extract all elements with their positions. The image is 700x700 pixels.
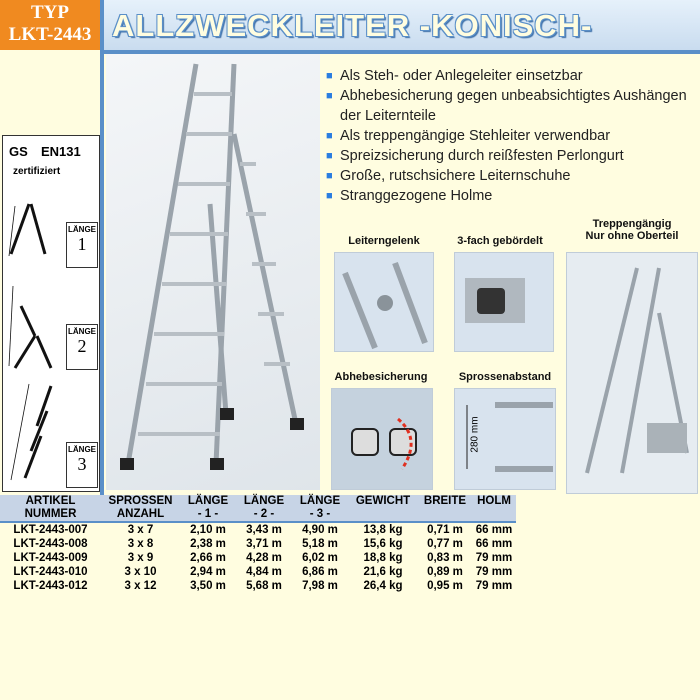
bullet-icon: ■ (326, 150, 333, 162)
spec-table (0, 495, 520, 593)
feature-list (326, 66, 696, 206)
stair-ladder-photo (566, 252, 698, 494)
ladder-length-diagram (7, 196, 65, 486)
table-row: LKT-2443-009 3 x 9 2,66 m 4,28 m 6,02 m 18,8 kg 0,83 m 79 mm (13, 552, 513, 564)
type-label: TYP (31, 2, 69, 23)
caption-flanged: 3-fach gebördelt (457, 235, 543, 247)
col-header-length-3: LÄNGE - 3 - (299, 495, 341, 520)
col-header-article: ARTIKEL NUMMER (24, 495, 77, 520)
table-header-row (0, 495, 516, 522)
bullet-icon: ■ (326, 190, 333, 202)
caption-stair: Treppengängig Nur ohne Oberteil (585, 218, 679, 242)
caption-lift-guard: Abhebesicherung (334, 371, 428, 383)
length-2-diagram (9, 286, 51, 368)
ladder-photo (106, 54, 320, 490)
table-row: LKT-2443-008 3 x 8 2,38 m 3,71 m 5,18 m 15,6 kg 0,77 m 66 mm (13, 538, 513, 550)
length-1-diagram (9, 204, 45, 256)
col-header-length-1: LÄNGE - 1 - (187, 495, 229, 520)
caption-rung-spacing: Sprossenabstand (458, 371, 552, 383)
bullet-icon: ■ (326, 70, 333, 82)
type-badge (0, 0, 100, 50)
ladder-illustration (106, 54, 320, 490)
length-3-diagram (11, 384, 51, 480)
table-row: LKT-2443-007 3 x 7 2,10 m 3,43 m 4,90 m 13,8 kg 0,71 m 66 mm (0, 522, 516, 537)
length-2-box: LÄNGE 2 (66, 324, 98, 370)
caption-hinge: Leiterngelenk (348, 235, 420, 247)
table-row: LKT-2443-012 3 x 12 3,50 m 5,68 m 7,98 m 26,4 kg 0,95 m 79 mm (13, 580, 513, 592)
feature-item: ■ Spreizsicherung durch reißfesten Perlongurt (326, 148, 624, 164)
dimension-label: 280 mm (469, 416, 481, 453)
gs-mark: GS (9, 144, 28, 159)
length-3-box: LÄNGE 3 (66, 442, 98, 488)
feature-item: ■ Abhebesicherung gegen unbeabsichtigtes Aushängen der Leiternteile (326, 88, 687, 124)
feature-item: ■ Als treppengängige Stehleiter verwendbar (326, 128, 611, 144)
flanged-photo (454, 252, 554, 352)
certified-label: zertifiziert (13, 166, 61, 177)
bullet-icon: ■ (326, 130, 333, 142)
bullet-icon: ■ (326, 170, 333, 182)
col-header-weight: GEWICHT (355, 495, 411, 507)
col-header-rungs: SPROSSEN ANZAHL (108, 495, 173, 520)
feature-item: ■ Als Steh- oder Anlegeleiter einsetzbar (326, 68, 583, 84)
page-title: ALLZWECKLEITER -KONISCH- (112, 8, 593, 43)
rung-spacing-photo (454, 388, 556, 490)
hinge-photo (334, 252, 434, 352)
model-number: LKT-2443 (8, 24, 92, 45)
col-header-width: BREITE (423, 495, 467, 507)
certification-panel (2, 135, 100, 492)
title-bar (102, 0, 700, 54)
bullet-icon: ■ (326, 90, 333, 102)
table-row: LKT-2443-010 3 x 10 2,94 m 4,84 m 6,86 m 21,6 kg 0,89 m 79 mm (13, 566, 513, 578)
norm-label: EN131 (41, 144, 81, 159)
length-1-box: LÄNGE 1 (66, 222, 98, 268)
col-header-length-2: LÄNGE - 2 - (243, 495, 285, 520)
lift-guard-diagram (331, 388, 433, 490)
col-header-rail: HOLM (477, 495, 511, 507)
vertical-divider (100, 0, 104, 495)
feature-item: ■ Große, rutschsichere Leiternschuhe (326, 168, 571, 184)
feature-item: ■ Stranggezogene Holme (326, 188, 493, 204)
